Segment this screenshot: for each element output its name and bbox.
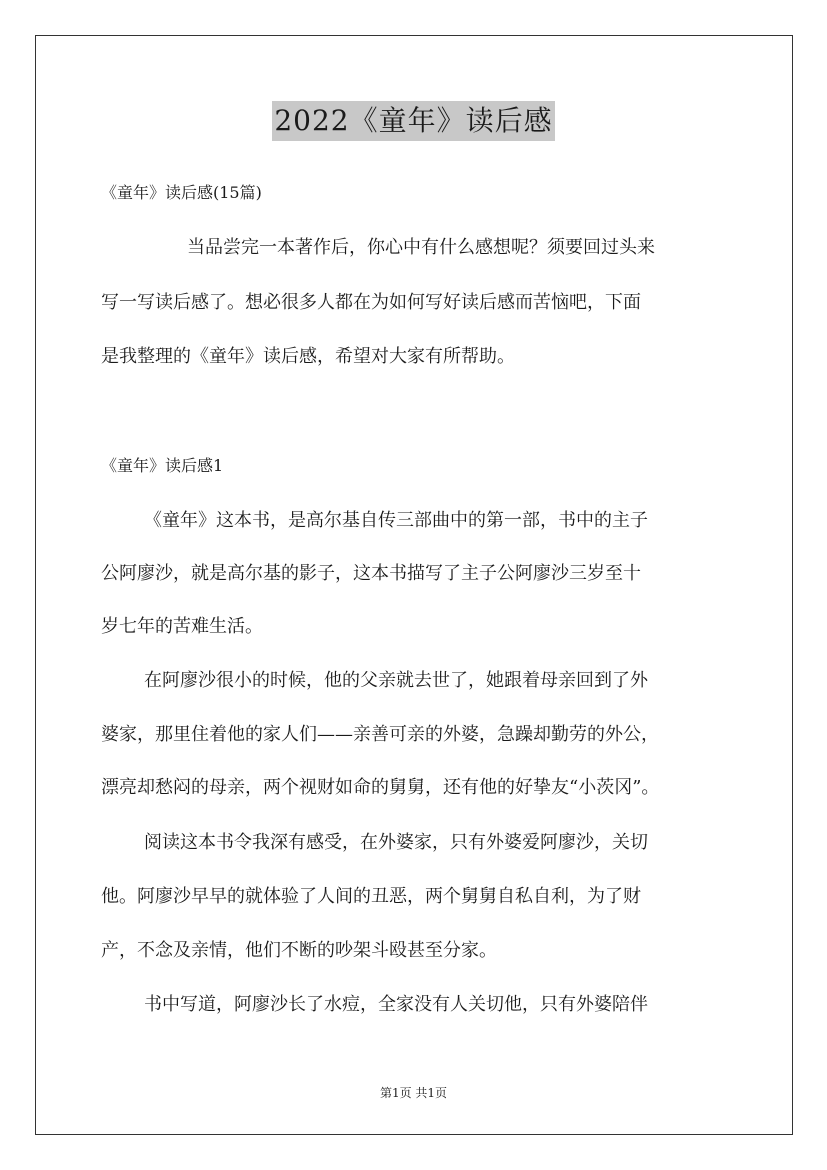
title-container <box>0 101 827 141</box>
body-line: 《童年》这本书，是高尔基自传三部曲中的第一部，书中的主子 <box>144 510 648 531</box>
body-line: 公阿廖沙，就是高尔基的影子，这本书描写了主子公阿廖沙三岁至十 <box>101 563 641 584</box>
body-line: 产，不念及亲情，他们不断的吵架斗殴甚至分家。 <box>101 940 497 961</box>
body-line: 他。阿廖沙早早的就体验了人间的丑恶，两个舅舅自私自利，为了财 <box>101 886 641 907</box>
intro-line: 是我整理的《童年》读后感，希望对大家有所帮助。 <box>101 346 515 367</box>
body-line: 书中写道，阿廖沙长了水痘，全家没有人关切他，只有外婆陪伴 <box>144 994 648 1015</box>
body-line: 婆家，那里住着他的家人们——亲善可亲的外婆，急躁却勤劳的外公， <box>101 724 659 745</box>
body-line: 阅读这本书令我深有感受，在外婆家，只有外婆爱阿廖沙，关切 <box>144 832 648 853</box>
page-number-footer: 第1页 共1页 <box>379 1086 448 1100</box>
body-line: 岁七年的苦难生活。 <box>101 616 263 637</box>
document-title: 2022《童年》读后感 <box>272 101 554 141</box>
body-line: 在阿廖沙很小的时候，他的父亲就去世了，她跟着母亲回到了外 <box>144 670 648 691</box>
intro-line: 当品尝完一本著作后，你心中有什么感想呢？须要回过头来 <box>187 237 655 258</box>
document-subtitle: 《童年》读后感(15篇) <box>101 183 262 202</box>
body-line: 漂亮却愁闷的母亲，两个视财如命的舅舅，还有他的好挚友“小茨冈”。 <box>101 777 660 798</box>
intro-line: 写一写读后感了。想必很多人都在为如何写好读后感而苦恼吧，下面 <box>101 292 641 313</box>
section-heading: 《童年》读后感1 <box>101 456 224 475</box>
